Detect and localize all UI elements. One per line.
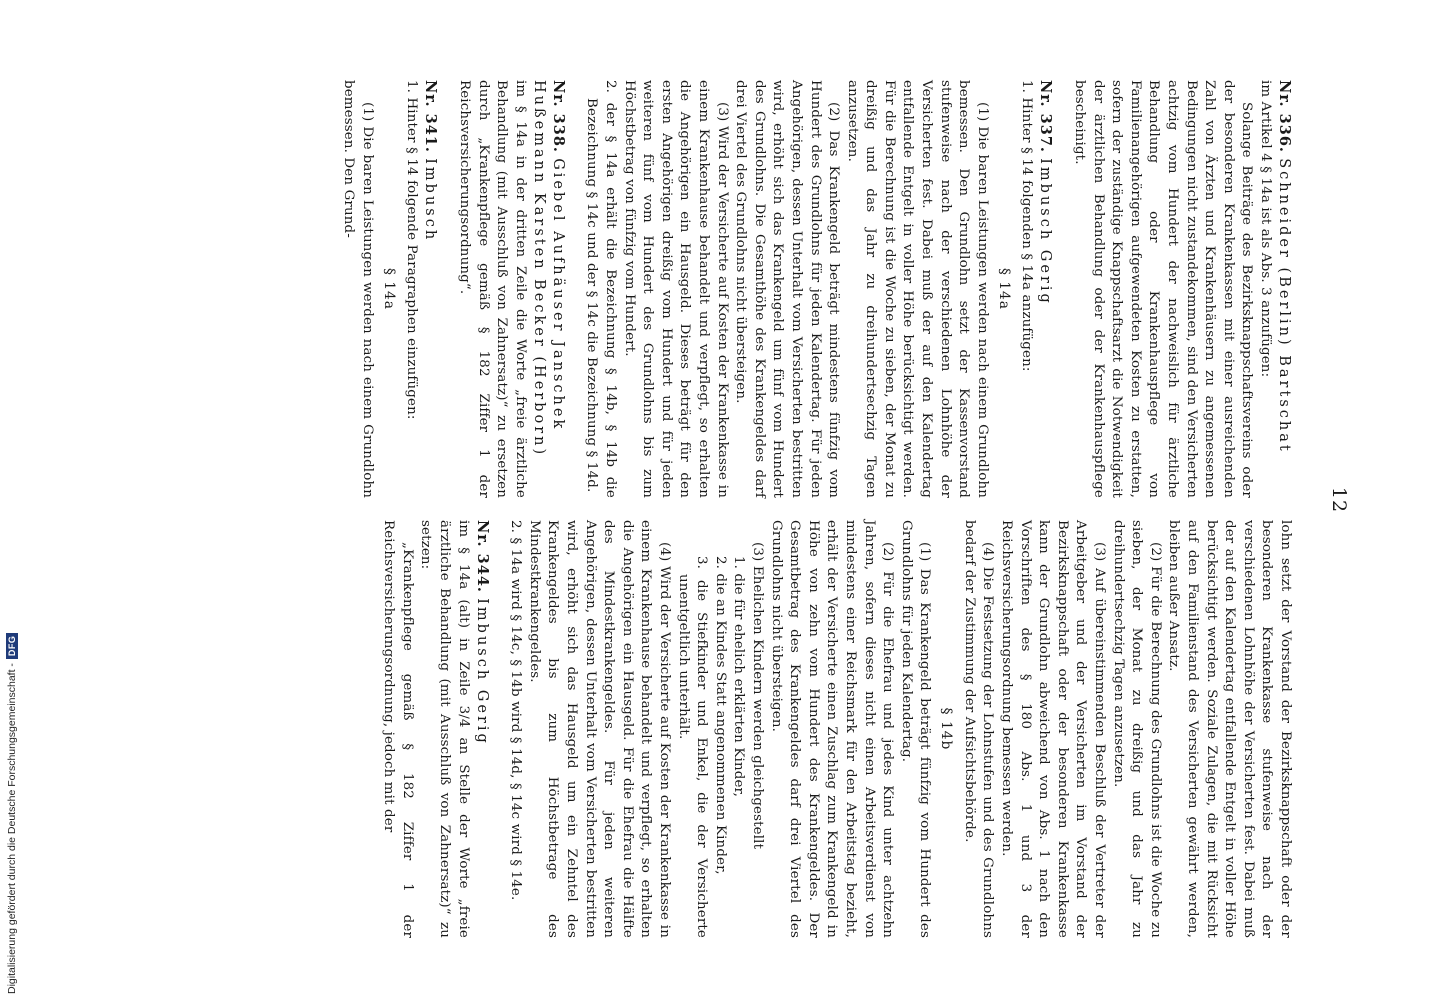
motion-number: Nr. 338. [549,80,567,153]
list-item: 2. § 14a wird § 14c, § 14b wird § 14d, § 14c wird § 14e. [508,520,524,901]
motion-quote: „Krankenpflege gemäß § 182 Ziffer 1 der Reichsversicherungsordnung, jedoch mit der [381,520,415,938]
dfg-logo: DFG [6,633,18,660]
motion-heading [1035,80,1055,498]
motion-text: im Artikel 4 § 14a ist als Abs. 3 anzufügen: [1258,80,1273,378]
list-item: 2. die an Kindes Statt angenommenen Kinder, [712,556,728,875]
paragraph-text: (1) Die baren Leistungen werden nach einem Grundlohn bemessen. Den Grund- [341,80,375,498]
paragraph-text: (1) Die baren Leistungen werden nach einem Grundlohn bemessen. Den Grundlohn setzt der Kassenvorstand stufenweise nach der verschiedenen Lohnhöhe der Versicherten fest. Dabei muß der auf den Kalendertag entfallende Entgelt in voller Höhe berücksichtigt werden. Für die Berechnung ist die Woche zu sieben, der Monat zu dreißig und das Jahr zu dreihundertsechzig Tagen anzusetzen. [844,80,990,498]
paragraph-text: (1) Das Krankengeld beträgt fünfzig vom Hundert des Grundlohns für jeden Kalendertag. [898,520,933,938]
motion-authors: Imbusch Gerig [473,598,490,746]
motion-337 [582,80,1056,498]
motion-authors: Imbusch [422,158,439,243]
motion-heading [529,80,568,498]
paragraph-heading: § 14a [995,267,1012,311]
paragraph-text: (2) Für die Berechnung des Grundlohns ist die Woche zu sieben, der Monat zu dreißig und das Jahr zu dreihundertsechzig Tagen anzusetzen. [1110,520,1163,938]
motion-authors: Giebel Aufhäuser Janschek Hußemann Karsten Becker (Herborn) [530,80,566,458]
motion-number: Nr. 337. [1037,80,1055,153]
motion-text: Solange Beiträge des Bezirksknappschaftsvereins oder der besonderen Krankenkassen mit einer ausreichenden Zahl von Ärzten und Krankenhäusern zu angemessenen Bedingungen nicht zustandekommen, sind den Versicherten achtzig vom Hundert der nachweislich für ärztliche Behandlung oder Krankenhauspflege von Familienangehörigen aufgewendeten Kosten zu erstatten, sofern der zuständige Knappschaftsarzt die Notwendigkeit der ärztlichen Behandlung oder der Krankenhauspflege bescheinigt. [1072,80,1255,498]
list-item: 1. Hinter § 14 folgende Paragraphen einzufügen: [404,80,420,420]
motion-authors: Imbusch Gerig [1037,158,1054,306]
paragraph-text: lohn setzt der Vorstand der Bezirksknappschaft oder der besonderen Krankenkasse stufenweise nach der verschiedenen Lohnhöhe der Versicherten fest. Dabei muß der auf den Kalendertag entfallende Entgelt in voller Höhe berücksichtigt werden. Soziale Zulagen, die mit Rücksicht auf den Familienstand des Versicherten gewährt werden, bleiben außer Ansatz. [1166,520,1293,938]
list-item: 2. der § 14a erhält die Bezeichnung § 14b, § 14b die Bezeichnung § 14c und der § 14c die Bezeichnung § 14d. [584,80,618,498]
list-item: 3. die Stiefkinder und Enkel, die der Versicherte unentgeltlich unterhält. [675,556,710,938]
paragraph-heading: § 14b [938,707,955,751]
motion-heading [472,520,492,938]
page-number: 12 [1328,486,1350,514]
motion-number: Nr. 344. [473,520,491,593]
motion-338 [454,80,567,498]
motion-heading [420,80,440,498]
motion-text: im § 14a (alt) in Zeile 3/4 an Stelle der Worte „freie ärztliche Behandlung (mit Ausschluß von Zahnersatz)“ zu setzen: [418,520,471,938]
motion-number: Nr. 336. [1276,80,1293,153]
paragraph-text: (3) Ehelichen Kindern werden gleichgestellt [749,542,765,850]
footer-text: Digitalisierung gefördert durch die Deutsche Forschungsgemeinschaft - [6,663,18,994]
motion-number: Nr. 341. [422,80,440,153]
right-column [365,520,1294,938]
paragraph-text: (4) Wird der Versicherte auf Kosten der Krankenkasse in einem Krankenhause behandelt und verpflegt, so erhalten die Angehörigen ein Hausgeld. Für die Ehefrau die Hälfte des Mindestkrankengeldes. Für jeden weiteren Angehörigen, dessen Unterhalt vom Versicherten bestritten wird, erhöht sich das Hausgeld um ein Zehntel des Krankengeldes bis zum Höchstbetrage des Mindestkrankengeldes. [526,520,672,938]
digitization-footer [6,633,18,994]
paragraph-text: (4) Die Festsetzung der Lohnstufen und des Grundlohns bedarf der Zustimmung der Aufsichtsbehörde. [961,520,996,938]
motion-authors: Schneider (Berlin) Bartschat [1276,158,1292,454]
paragraph-text: (2) Für die Ehefrau und jedes Kind unter achtzehn Jahren, sofern dieses nicht einen Arbeitsverdienst von mindestens einer Reichsmark für den Arbeitstag bezieht, erhält der Versicherte einen Zuschlag zum Krankengeld in Höhe von zehn vom Hundert des Krankengeldes. Der Gesamtbetrag des Krankengeldes darf drei Viertel des Grundlohns nicht übersteigen. [768,520,896,938]
motion-text: im § 14a in der dritten Zeile die Worte „freie ärztliche Behandlung (mit Ausschluß von Zahnersatz)“ zu ersetzen durch „Krankenpflege gemäß § 182 Ziffer 1 der Reichsversicherungsordnung“. [457,80,528,498]
paragraph-text: (3) Wird der Versicherte auf Kosten der Krankenkasse in einem Krankenhause behandelt und verpflegt, so erhalten die Angehörigen ein Hausgeld. Dieses beträgt für den ersten Angehörigen dreißig vom Hundert und für jeden weiteren fünf vom Hundert des Grundlohns bis zum Höchstbetrag von fünfzig vom Hundert. [621,80,730,498]
motion-336 [1069,80,1294,498]
paragraph-text: (2) Das Krankengeld beträgt mindestens fünfzig vom Hundert des Grundlohns für jeden Kalendertag. Für jeden Angehörigen, dessen Unterhalt vom Versicherten bestritten wird, erhöht sich das Krankengeld um fünf vom Hundert des Grundlohns. Die Gesamthöhe des Krankengeldes darf drei Viertel des Grundlohns nicht übersteigen. [733,80,842,498]
motion-heading [1274,80,1294,498]
list-item: 1. Hinter § 14 folgenden § 14a anzufügen: [1019,80,1035,372]
paragraph-text: (3) Auf übereinstimmenden Beschluß der Vertreter der Arbeitgeber und der Versicherten im Vorstand der Bezirksknappschaft oder der besonderen Krankenkasse kann der Grundlohn abweichend von Abs. 1 nach den Vorschriften des § 180 Abs. 1 und 3 der Reichsversicherungsordnung bemessen werden. [999,520,1108,938]
left-column [325,80,1294,498]
list-item: 1. die für ehelich erklärten Kinder, [731,556,747,798]
motion-341 [339,80,441,498]
paragraph-heading: § 14a [380,267,397,311]
motion-344 [379,520,492,938]
